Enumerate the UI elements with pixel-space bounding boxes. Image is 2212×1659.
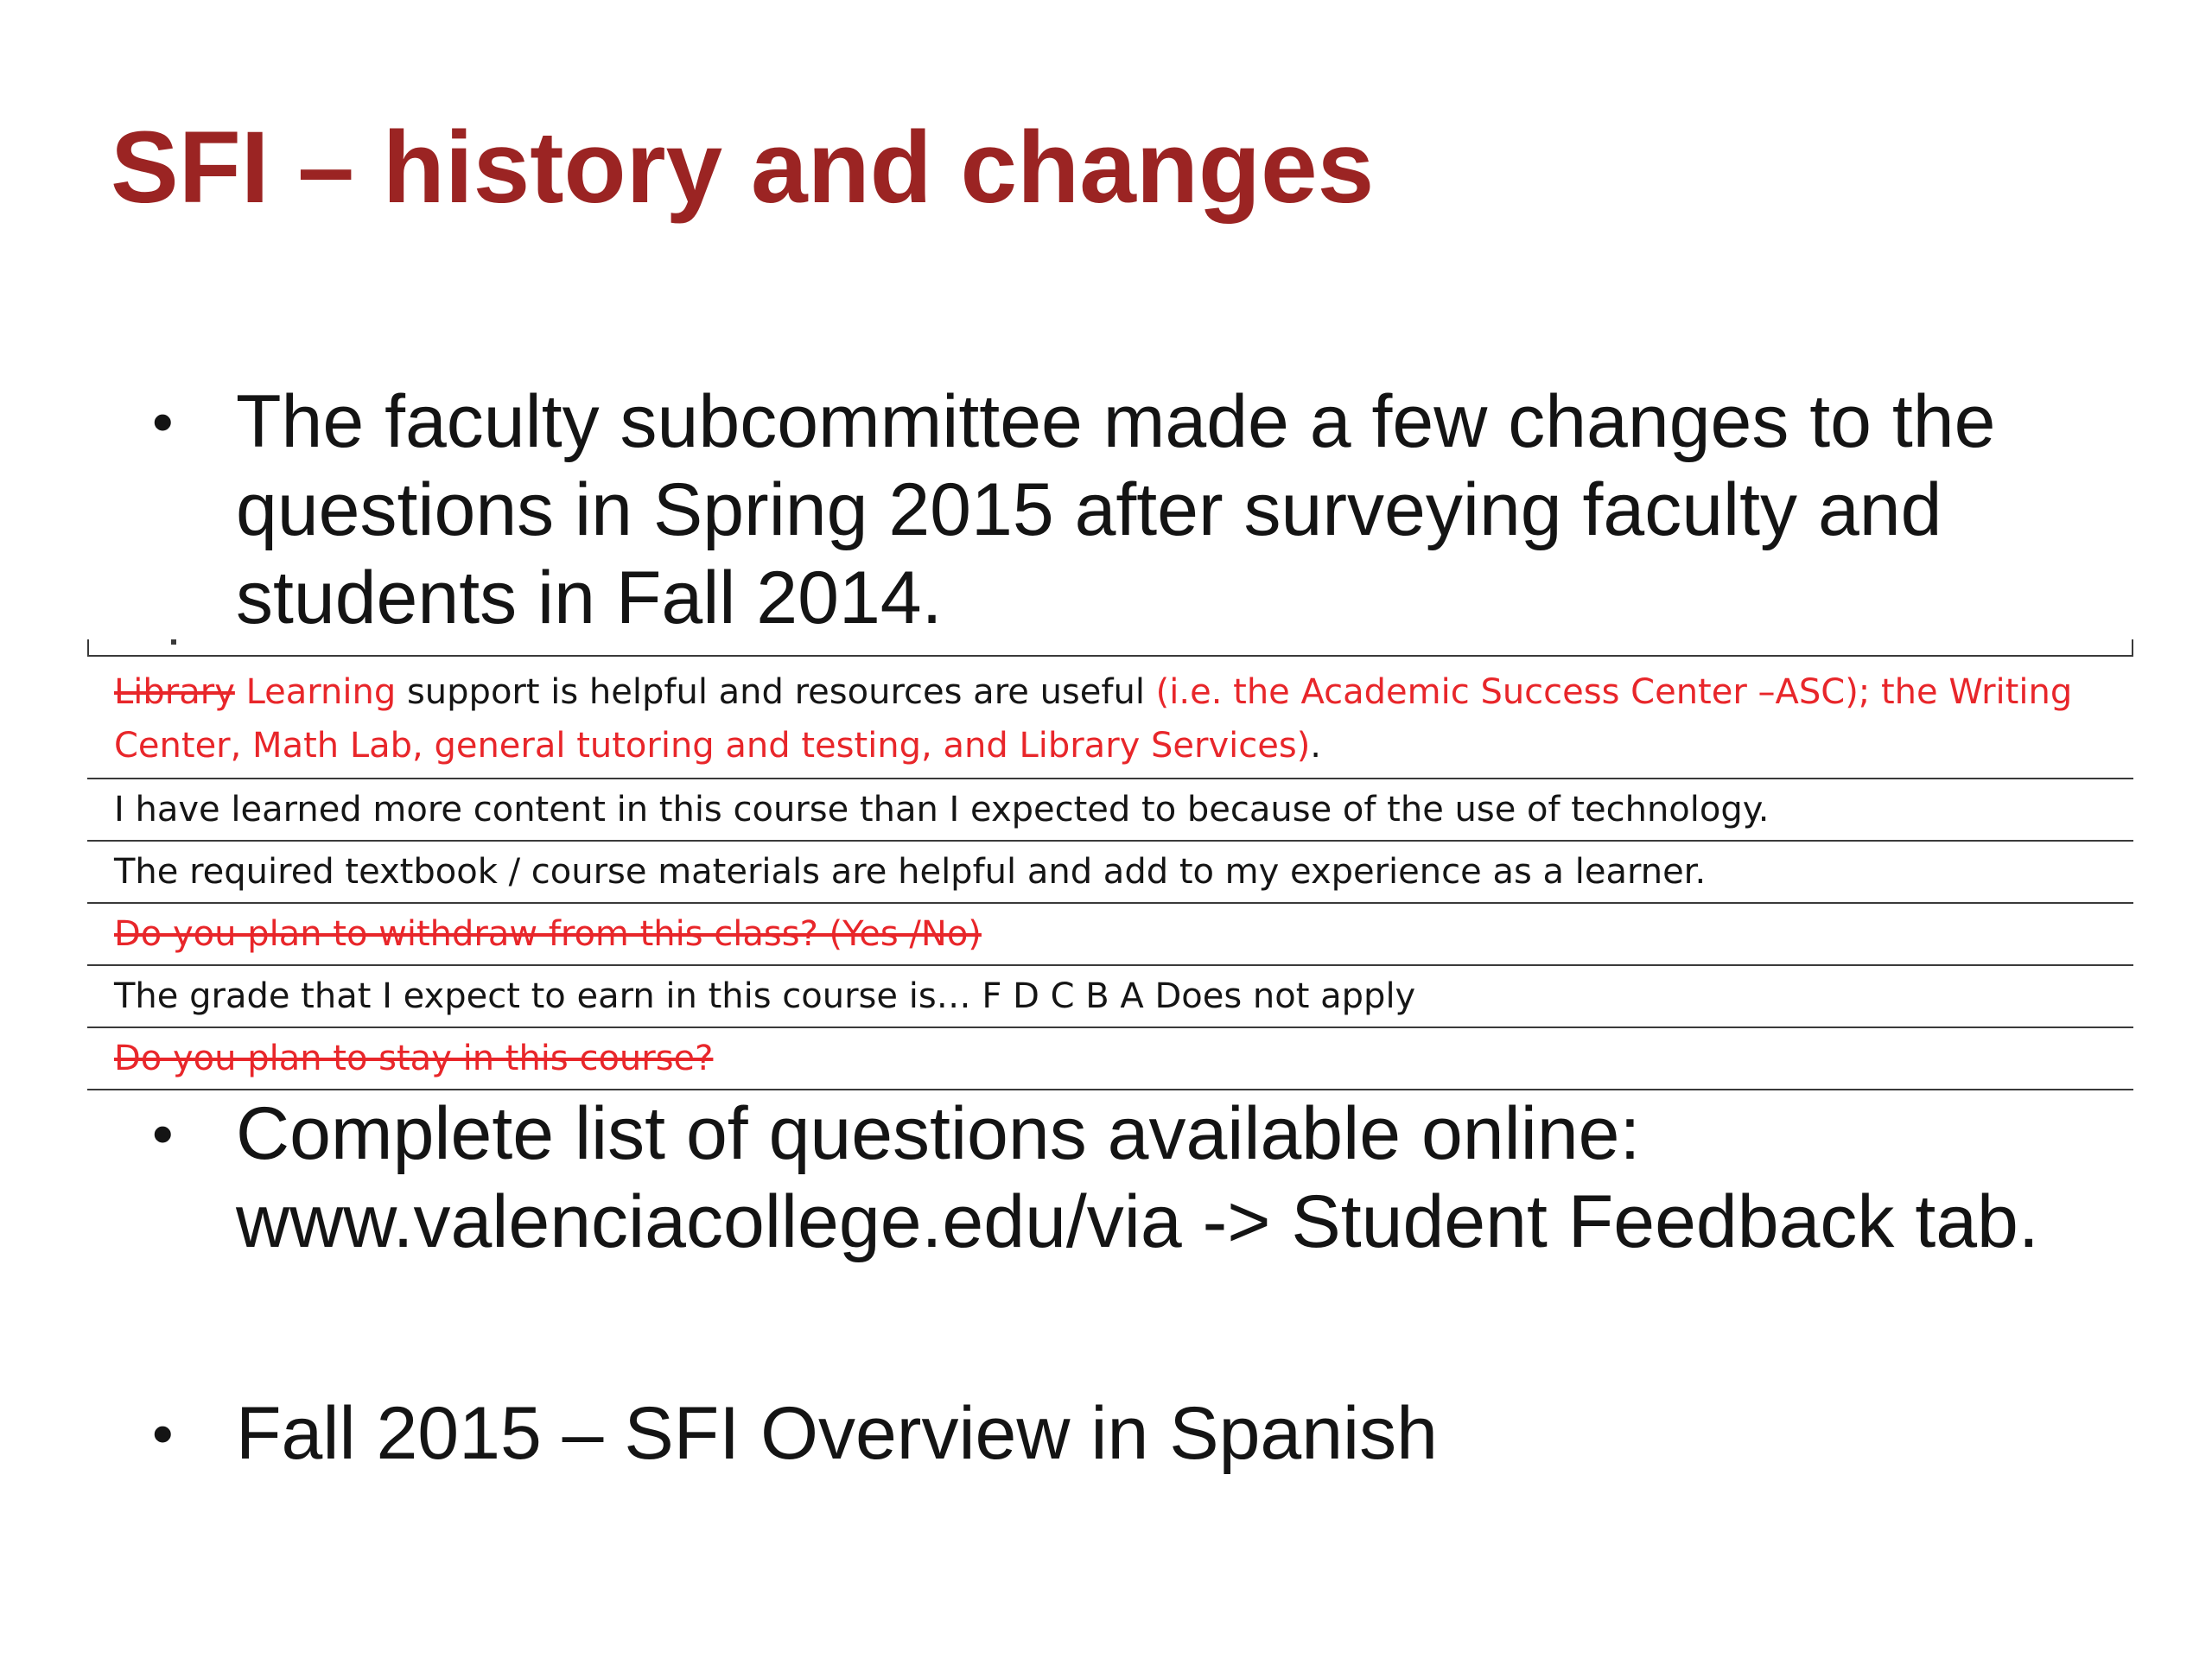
bullet-text <box>236 1389 2137 1478</box>
bullet-line: The faculty subcommittee made a few changes to the <box>236 380 1996 463</box>
bullet-line: Complete list of questions available online: <box>236 1092 1641 1175</box>
bullet-line: www.valenciacollege.edu/via -> Student Feedback tab. <box>236 1180 2039 1263</box>
question-cell: I have learned more content in this course than I expected to because of the use of technology. <box>87 779 2133 841</box>
bullet-text <box>236 378 2137 642</box>
inserted-text: Center, Math Lab, general tutoring and testing, and Library Services) <box>114 726 1311 766</box>
bullet-marker: • <box>152 388 174 455</box>
question-cell-deleted: Do you plan to withdraw from this class? (Yes /No) <box>87 903 2133 965</box>
deleted-text: Library <box>114 672 235 712</box>
table-row <box>87 965 2133 1027</box>
table-row <box>87 1027 2133 1090</box>
question-cell: The required textbook / course materials are helpful and add to my experience as a learner. <box>87 841 2133 903</box>
bullet-line: Fall 2015 – SFI Overview in Spanish <box>236 1392 1438 1475</box>
table-row <box>87 656 2133 779</box>
question-cell-deleted: Do you plan to stay in this course? <box>87 1027 2133 1090</box>
unchanged-text: support is helpful and resources are useful <box>396 672 1156 712</box>
question-cell: The grade that I expect to earn in this course is… F D C B A Does not apply <box>87 965 2133 1027</box>
table-cut-edge <box>87 639 2133 655</box>
bullet-marker: • <box>152 1400 174 1467</box>
bullet-marker: • <box>152 1100 174 1167</box>
bullet-line: questions in Spring 2015 after surveying faculty and <box>236 468 1942 551</box>
question-cell-learning-support <box>87 656 2133 779</box>
bullet-text <box>236 1090 2137 1266</box>
slide-title: SFI – history and changes <box>111 111 1375 225</box>
inserted-text: (i.e. the Academic Success Center –ASC); the Writing <box>1155 672 2073 712</box>
table-row <box>87 779 2133 841</box>
bullet-line: students in Fall 2014. <box>236 556 943 639</box>
unchanged-text: . <box>1310 726 1322 766</box>
table-row <box>87 841 2133 903</box>
questions-change-table <box>87 655 2133 1090</box>
inserted-text: Learning <box>234 672 397 712</box>
table-row <box>87 903 2133 965</box>
